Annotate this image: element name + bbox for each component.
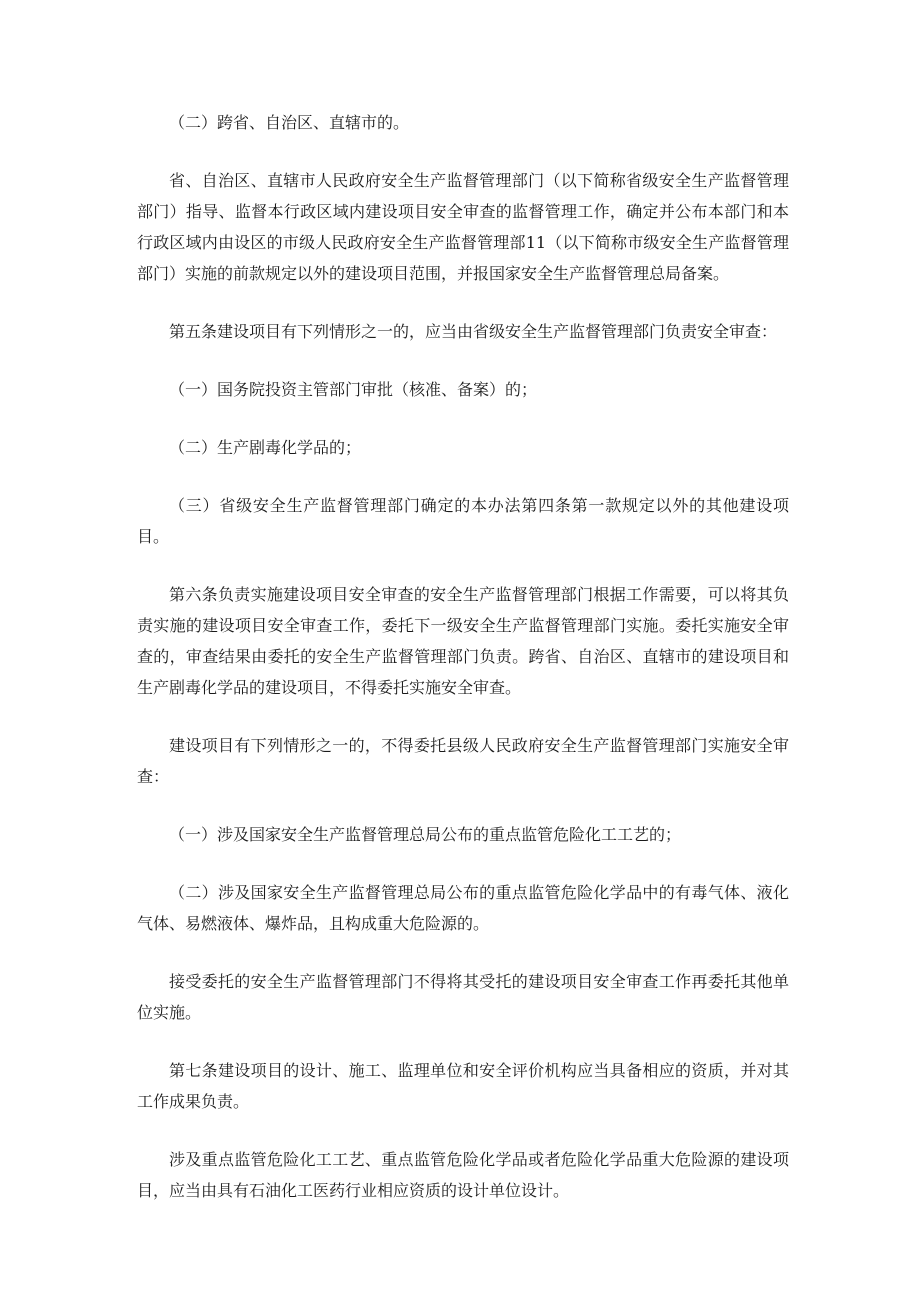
paragraph: （三）省级安全生产监督管理部门确定的本办法第四条第一款规定以外的其他建设项目。 <box>137 496 789 546</box>
paragraph: 省、自治区、直辖市人民政府安全生产监督管理部门（以下简称省级安全生产监督管理部门）指导、监督本行政区域内建设项目安全审查的监督管理工作，确定并公布本部门和本行政区域内由设区的市级人民政府安全生产监督管理部11（以下简称市级安全生产监督管理部门）实施的前款规定以外的建设项目范围，并报国家安全生产监督管理总局备案。 <box>137 171 789 283</box>
paragraph: （一）涉及国家安全生产监督管理总局公布的重点监管危险化工工艺的； <box>169 825 682 844</box>
paragraph: （二）涉及国家安全生产监督管理总局公布的重点监管危险化学品中的有毒气体、液化气体、易燃液体、爆炸品，且构成重大危险源的。 <box>137 883 789 933</box>
paragraph: 第七条建设项目的设计、施工、监理单位和安全评价机构应当具备相应的资质，并对其工作成果负责。 <box>137 1061 789 1111</box>
paragraph: （一）国务院投资主管部门审批（核准、备案）的； <box>169 380 538 399</box>
document-body <box>137 107 789 1233</box>
paragraph: 建设项目有下列情形之一的，不得委托县级人民政府安全生产监督管理部门实施安全审查： <box>137 736 789 786</box>
paragraph: 接受委托的安全生产监督管理部门不得将其受托的建设项目安全审查工作再委托其他单位实施。 <box>137 972 789 1022</box>
paragraph: 第五条建设项目有下列情形之一的，应当由省级安全生产监督管理部门负责安全审查： <box>169 322 778 341</box>
paragraph: 第六条负责实施建设项目安全审查的安全生产监督管理部门根据工作需要，可以将其负责实施的建设项目安全审查工作，委托下一级安全生产监督管理部门实施。委托实施安全审查的，审查结果由委托的安全生产监督管理部门负责。跨省、自治区、直辖市的建设项目和生产剧毒化学品的建设项目，不得委托实施安全审查。 <box>137 585 789 697</box>
paragraph: 涉及重点监管危险化工工艺、重点监管危险化学品或者危险化学品重大危险源的建设项目，应当由具有石油化工医药行业相应资质的设计单位设计。 <box>137 1150 789 1200</box>
paragraph: （二）跨省、自治区、直辖市的。 <box>169 113 410 132</box>
paragraph: （二）生产剧毒化学品的； <box>169 438 362 457</box>
